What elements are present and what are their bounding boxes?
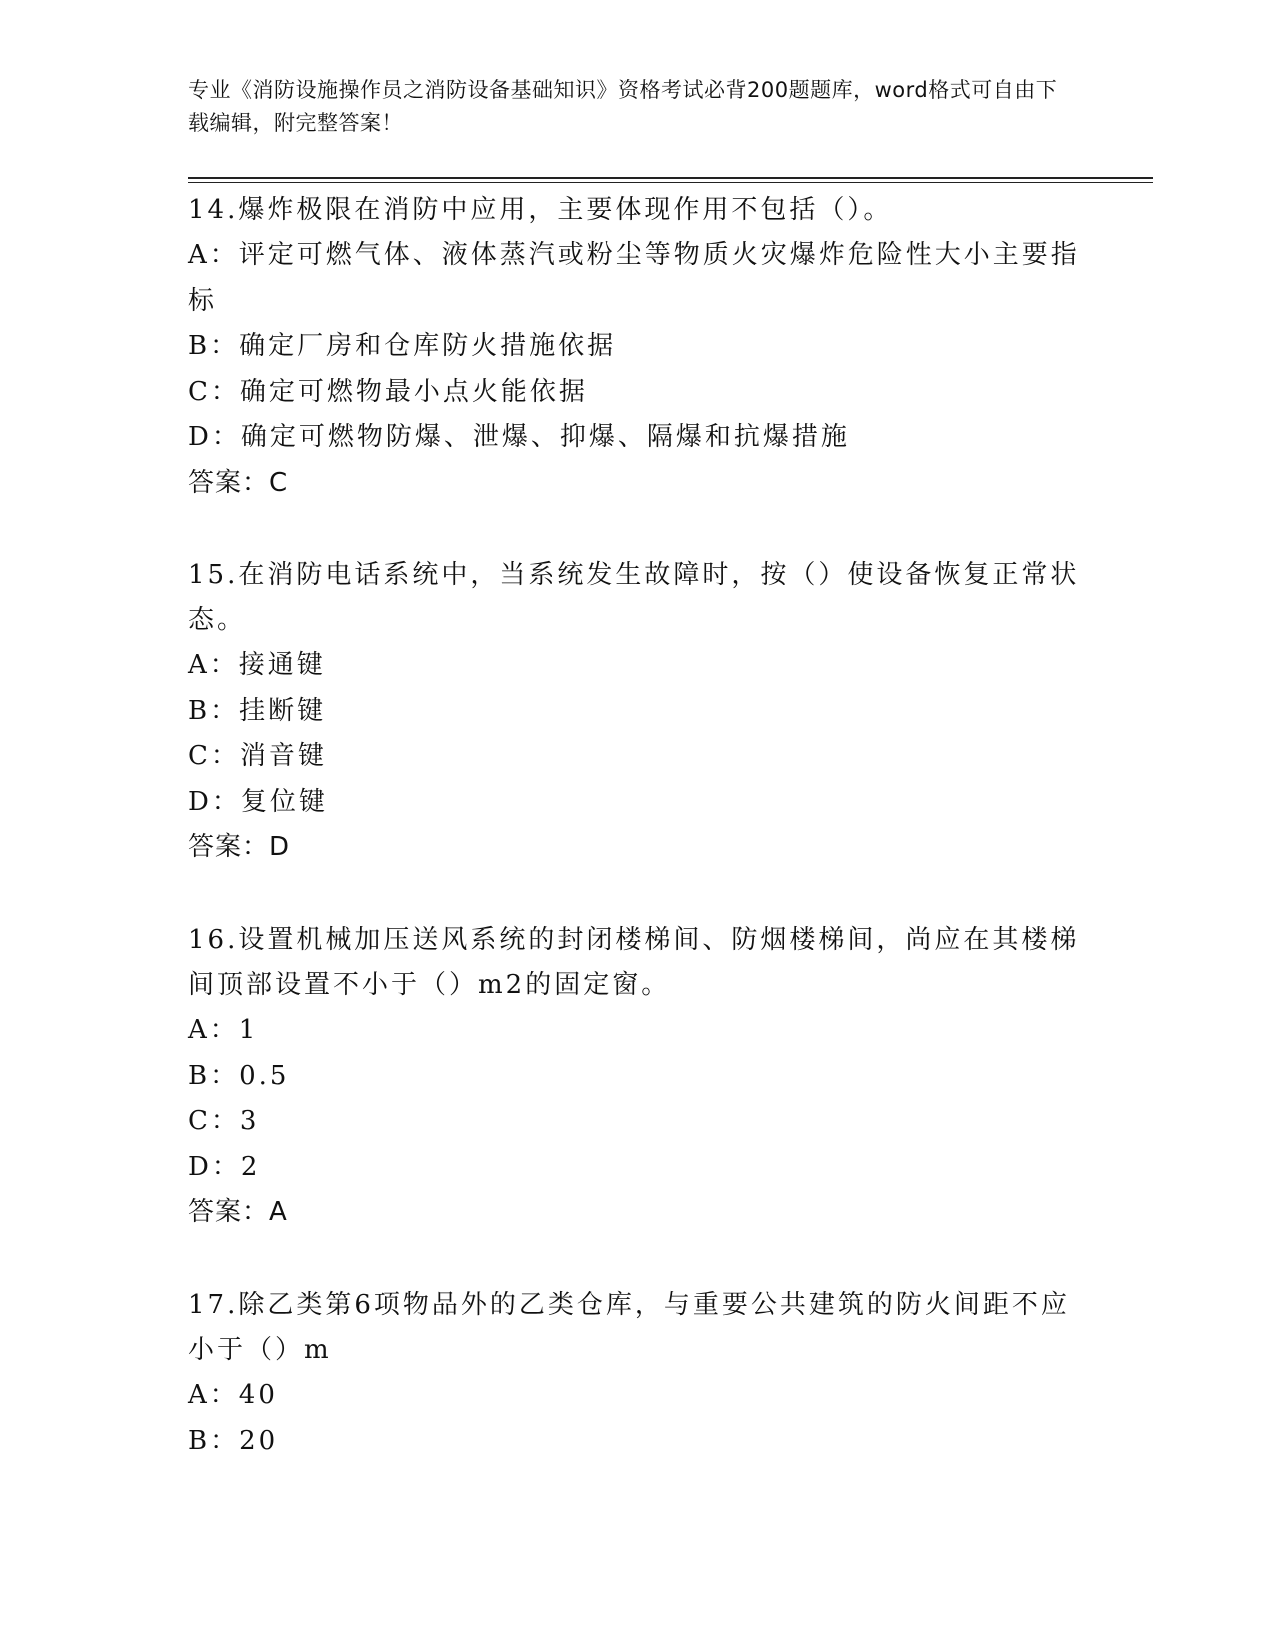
option-a: A：40 (188, 1380, 278, 1410)
option-a: A：评定可燃气体、液体蒸汽或粉尘等物质火灾爆炸危险性大小主要指标 (188, 240, 1080, 316)
option-c: C：消音键 (188, 741, 327, 771)
question-16 (188, 918, 1088, 1235)
option-d: D：确定可燃物防爆、泄爆、抑爆、隔爆和抗爆措施 (188, 422, 850, 452)
answer-line: 答案：D (188, 832, 291, 862)
option-c: C：确定可燃物最小点火能依据 (188, 376, 588, 407)
question-14 (188, 188, 1088, 506)
question-15 (188, 553, 1088, 870)
option-b: B：确定厂房和仓库防火措施依据 (188, 331, 617, 361)
option-b: B：20 (188, 1425, 279, 1456)
answer-line: 答案：A (188, 1197, 288, 1227)
option-d: D：复位键 (188, 786, 328, 817)
option-c: C：3 (188, 1106, 260, 1136)
question-stem: 14.爆炸极限在消防中应用，主要体现作用不包括（）。 (188, 195, 893, 225)
option-d: D：2 (188, 1151, 261, 1182)
document-header: 专业《消防设施操作员之消防设备基础知识》资格考试必背200题题库，word格式可自由下载编辑，附完整答案！ (188, 78, 1058, 135)
option-a: A：接通键 (188, 650, 326, 680)
question-stem: 15.在消防电话系统中，当系统发生故障时，按（）使设备恢复正常状态。 (188, 560, 1080, 635)
option-b: B：0.5 (188, 1060, 290, 1091)
header-divider (188, 177, 1153, 179)
question-17 (188, 1283, 1088, 1464)
option-a: A：1 (188, 1015, 259, 1045)
question-stem: 17.除乙类第6项物品外的乙类仓库，与重要公共建筑的防火间距不应小于（）m (188, 1290, 1070, 1365)
question-stem: 16.设置机械加压送风系统的封闭楼梯间、防烟楼梯间，尚应在其楼梯间顶部设置不小于（）m2的固定窗。 (188, 925, 1080, 1000)
answer-line: 答案：C (188, 467, 289, 498)
option-b: B：挂断键 (188, 695, 327, 726)
header-divider-thin (188, 182, 1153, 183)
